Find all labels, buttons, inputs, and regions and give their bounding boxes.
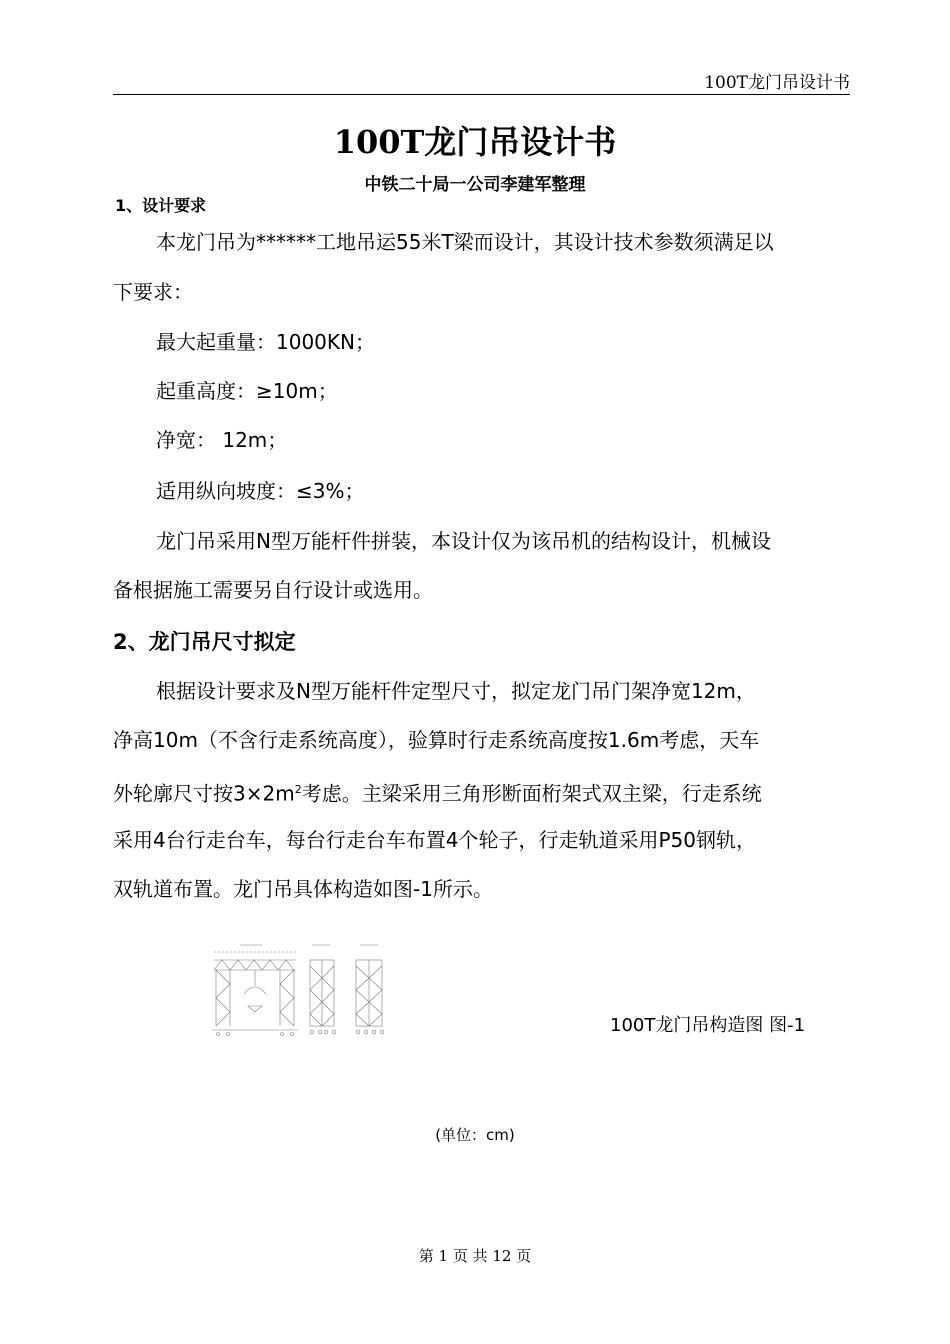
section-2-line-2: 净高10m（不含行走系统高度），验算时行走系统高度按1.6m考虑，天车 bbox=[113, 728, 760, 752]
section-2-line-3-start: 外轮廓尺寸按3×2m bbox=[113, 781, 295, 806]
section-1-note-line-1: 龙门吊采用N型万能杆件拼装，本设计仅为该吊机的结构设计，机械设 bbox=[156, 529, 771, 553]
section-1-note-line-2: 备根据施工需要另自行设计或选用。 bbox=[113, 578, 433, 602]
section-2-line-3 bbox=[113, 776, 762, 808]
requirement-max-load: 最大起重量：1000KN； bbox=[156, 330, 375, 354]
requirement-slope: 适用纵向坡度：≤3%； bbox=[156, 479, 365, 503]
superscript-2: 2 bbox=[294, 783, 302, 796]
requirement-clear-width: 净宽： 12m； bbox=[156, 428, 288, 452]
section-2-line-5: 双轨道布置。龙门吊具体构造如图-1所示。 bbox=[113, 877, 493, 901]
document-title: 100T龙门吊设计书 bbox=[333, 123, 617, 161]
section-1-intro-line-1: 本龙门吊为******工地吊运55米T梁而设计，其设计技术参数须满足以 bbox=[156, 230, 774, 254]
section-2-line-1: 根据设计要求及N型万能杆件定型尺寸，拟定龙门吊门架净宽12m， bbox=[156, 679, 756, 703]
section-2-line-4: 采用4台行走台车，每台行走台车布置4个轮子，行走轨道采用P50钢轨， bbox=[113, 828, 756, 852]
section-1-intro-line-2: 下要求： bbox=[113, 280, 193, 304]
gantry-crane-structure-diagram bbox=[210, 940, 400, 1040]
page-number-footer: 第 1 页 共 12 页 bbox=[418, 1247, 532, 1265]
document-subtitle: 中铁二十局一公司李建军整理 bbox=[364, 175, 586, 195]
header-divider bbox=[113, 94, 850, 95]
unit-note: (单位：cm) bbox=[435, 1126, 515, 1144]
section-1-heading: 1、设计要求 bbox=[115, 196, 207, 215]
section-2-line-3-end: 考虑。主梁采用三角形断面桁架式双主梁，行走系统 bbox=[301, 781, 762, 806]
section-2-heading: 2、龙门吊尺寸拟定 bbox=[113, 630, 296, 654]
running-header-title: 100T龙门吊设计书 bbox=[704, 73, 850, 93]
figure-caption: 100T龙门吊构造图 图-1 bbox=[610, 1015, 806, 1036]
requirement-lift-height: 起重高度：≥10m； bbox=[156, 379, 338, 403]
